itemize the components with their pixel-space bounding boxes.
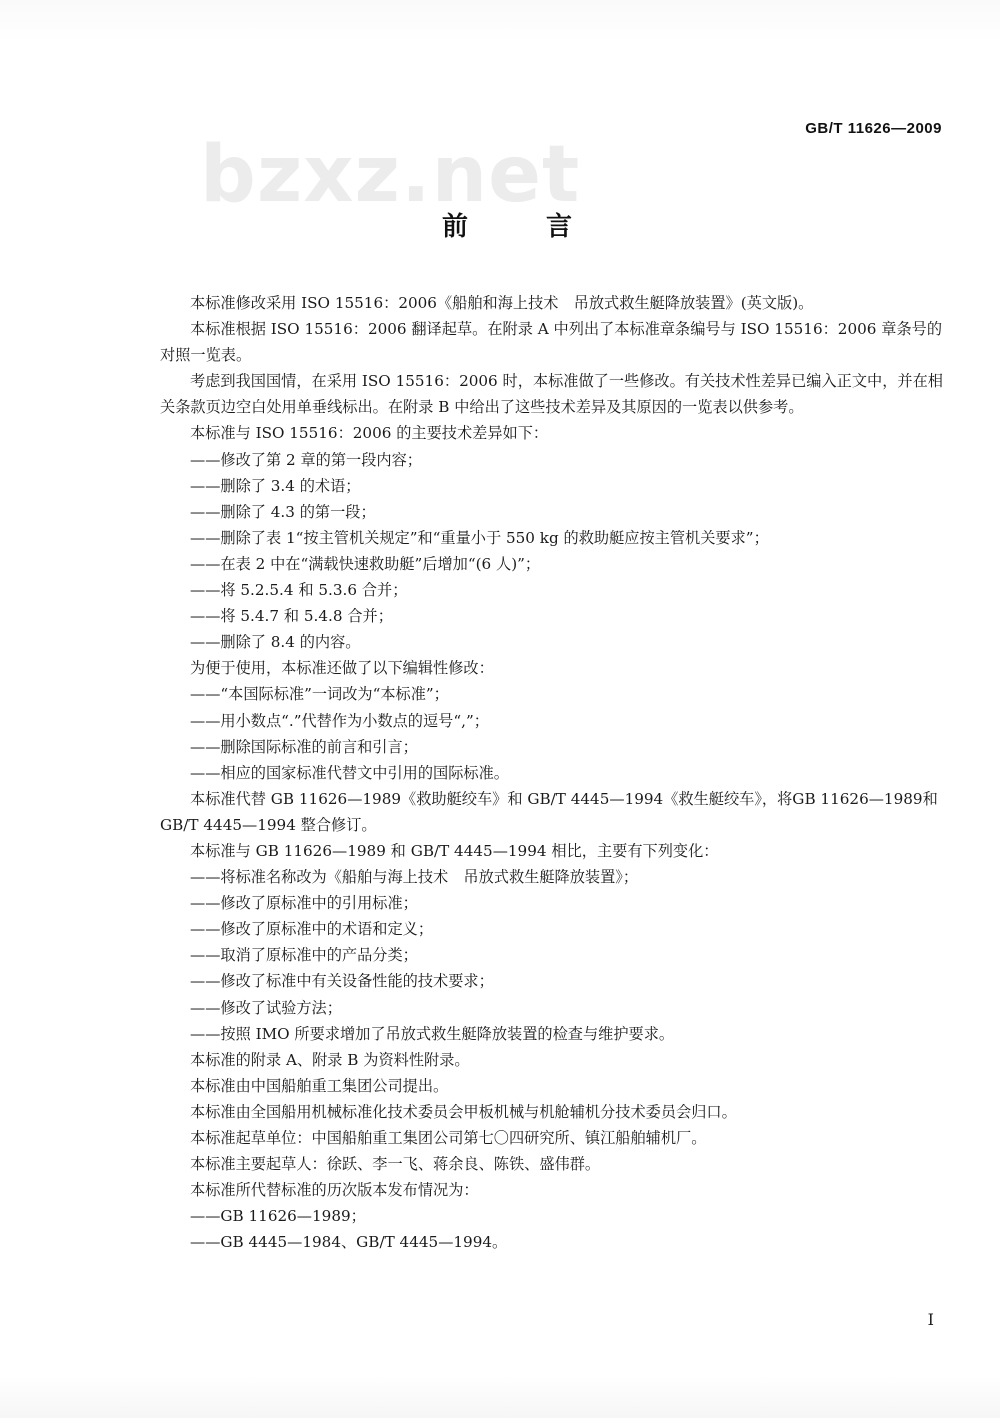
paragraph: 本标准所代替标准的历次版本发布情况为： bbox=[190, 1181, 479, 1200]
list-item: ——将 5.4.7 和 5.4.8 合并； bbox=[190, 607, 393, 626]
paragraph: 本标准根据 ISO 15516：2006 翻译起草。在附录 A 中列出了本标准章条编号与 ISO 15516：2006 章条号的对照一览表。 bbox=[160, 320, 943, 365]
list-item: ——修改了原标准中的引用标准； bbox=[190, 894, 418, 913]
list-item: ——删除了 3.4 的术语； bbox=[190, 476, 361, 495]
list-item: ——在表 2 中在“满载快速救助艇”后增加“(6 人)”； bbox=[190, 554, 541, 573]
list-item: ——删除了表 1“按主管机关规定”和“重量小于 550 kg 的救助艇应按主管机关要求”； bbox=[190, 528, 769, 547]
list-item: ——修改了第 2 章的第一段内容； bbox=[190, 450, 422, 469]
list-item: ——GB 4445—1984、GB/T 4445—1994。 bbox=[190, 1233, 508, 1252]
list-item: ——取消了原标准中的产品分类； bbox=[190, 946, 418, 965]
list-item: ——将 5.2.5.4 和 5.3.6 合并； bbox=[190, 581, 408, 600]
list-item: ——删除了 8.4 的内容。 bbox=[190, 633, 361, 652]
list-item: ——修改了原标准中的术语和定义； bbox=[190, 920, 433, 939]
paragraph: 本标准起草单位：中国船舶重工集团公司第七〇四研究所、镇江船舶辅机厂。 bbox=[190, 1129, 707, 1147]
list-item: ——删除国际标准的前言和引言； bbox=[190, 737, 418, 756]
paragraph: 本标准主要起草人：徐跃、李一飞、蒋余良、陈铁、盛伟群。 bbox=[190, 1155, 601, 1174]
paragraph: 本标准代替 GB 11626—1989《救助艇绞车》和 GB/T 4445—1994《救生艇绞车》，将GB 11626—1989和 GB/T 4445—1994 整合修订。 bbox=[160, 789, 938, 834]
watermark: bzxz.net bbox=[200, 130, 581, 220]
paragraph: 本标准由中国船舶重工集团公司提出。 bbox=[190, 1076, 449, 1095]
list-item: ——相应的国家标准代替文中引用的国际标准。 bbox=[190, 763, 509, 782]
list-item: ——删除了 4.3 的第一段； bbox=[190, 502, 376, 521]
paragraph: 为便于使用，本标准还做了以下编辑性修改： bbox=[190, 659, 494, 678]
list-item: ——修改了标准中有关设备性能的技术要求； bbox=[190, 972, 494, 991]
list-item: ——修改了试验方法； bbox=[190, 998, 342, 1017]
list-item: ——GB 11626—1989； bbox=[190, 1207, 366, 1226]
paragraph: 本标准与 GB 11626—1989 和 GB/T 4445—1994 相比，主要有下列变化： bbox=[190, 841, 719, 860]
paragraph: 本标准的附录 A、附录 B 为资料性附录。 bbox=[190, 1050, 470, 1069]
standard-number: GB/T 11626—2009 bbox=[805, 120, 942, 137]
list-item: ——用小数点“.”代替作为小数点的逗号“,”； bbox=[190, 711, 489, 730]
document-body bbox=[160, 290, 950, 1255]
paragraph: 考虑到我国国情，在采用 ISO 15516：2006 时，本标准做了一些修改。有关技术性差异已编入正文中，并在相关条款页边空白处用单垂线标出。在附录 B 中给出了这些技术差异及其原因的一览表以供参考。 bbox=[160, 372, 943, 417]
paragraph: 本标准由全国船用机械标准化技术委员会甲板机械与机舱辅机分技术委员会归口。 bbox=[190, 1102, 737, 1121]
paragraph: 本标准修改采用 ISO 15516：2006《船舶和海上技术 吊放式救生艇降放装置》(英文版)。 bbox=[190, 294, 814, 312]
page-number: I bbox=[927, 1310, 934, 1329]
list-item: ——“本国际标准”一词改为“本标准”； bbox=[190, 685, 449, 704]
paragraph: 本标准与 ISO 15516：2006 的主要技术差异如下： bbox=[190, 424, 549, 443]
list-item: ——按照 IMO 所要求增加了吊放式救生艇降放装置的检查与维护要求。 bbox=[190, 1024, 675, 1043]
list-item: ——将标准名称改为《船舶与海上技术 吊放式救生艇降放装置》； bbox=[190, 868, 639, 887]
page-title: 前 言 bbox=[441, 212, 598, 242]
